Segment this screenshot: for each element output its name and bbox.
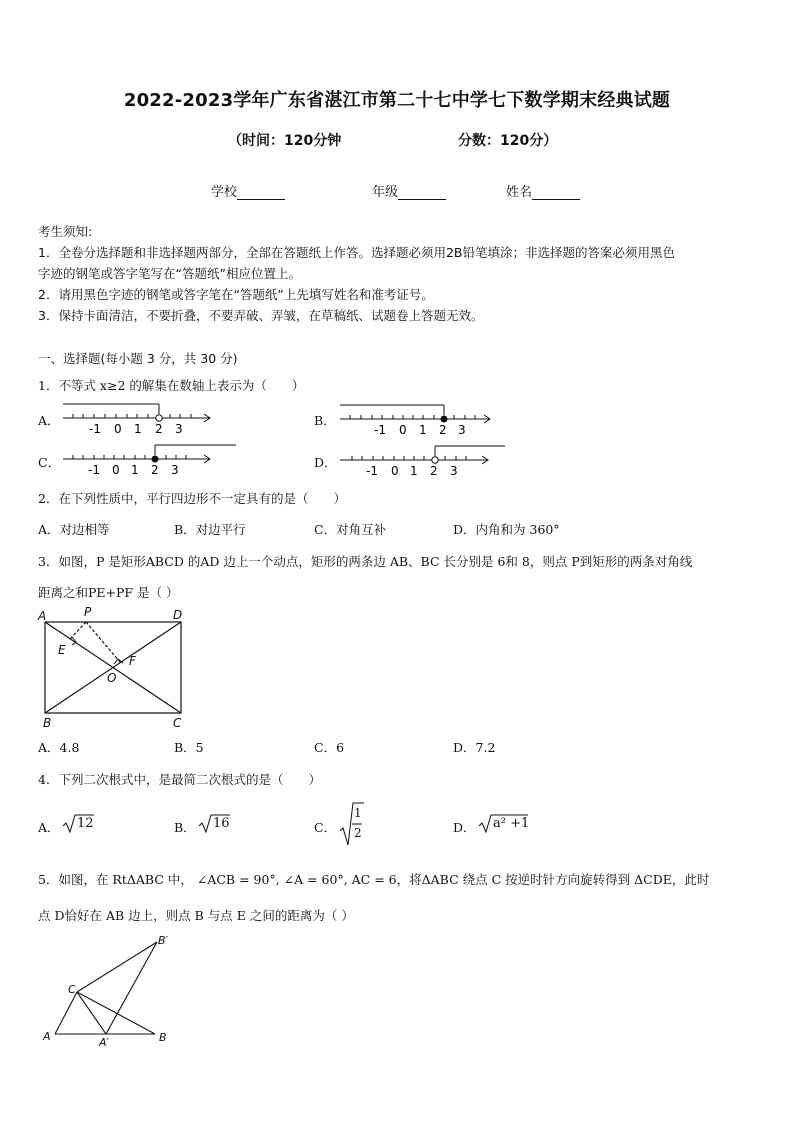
tick-label: 0 [391,464,399,478]
tick-label: 0 [114,422,122,436]
q5-label-c: C [68,983,76,996]
q4-label-a: A． [38,820,60,835]
q5-stem-line2: 点 D恰好在 AB 边上，则点 B 与点 E 之间的距离为（ ） [38,908,354,923]
name-field: 姓名 [506,181,580,200]
grade-field: 年级 [372,181,446,200]
tick-label: 0 [112,463,120,477]
q3-stem-line2: 距离之和PE+PF 是（ ） [38,585,179,600]
q4-radicand-b: 16 [213,816,230,831]
tick-label: -1 [366,464,378,478]
q5-label-aprime: A′ [99,1036,110,1049]
tick-label: 2 [151,463,159,477]
tick-label: 1 [419,423,427,437]
q1-label-a: A． [38,413,60,428]
tick-label: 1 [134,422,142,436]
q3-option-b: B．5 [174,740,204,755]
q3-label-b: B [43,716,52,730]
tick-label: 3 [450,464,458,478]
q1-label-c: C． [38,455,61,470]
q3-option-d: D．7.2 [453,740,496,755]
tick-label: 2 [430,464,438,478]
q5-label-b: B [159,1031,167,1044]
q3-stem-line1: 3．如图，P 是矩形ABCD 的AD 边上一个动点，矩形的两条边 AB、BC 长分别是 6和 8，则点 P到矩形的两条对角线 [38,554,693,569]
q3-label-a: A [38,609,47,623]
tick-label: 3 [458,423,466,437]
q5-stem-line1: 5．如图，在 RtΔABC 中， ∠ACB = 90°, ∠A = 60°, AC = 6，将ΔABC 绕点 C 按逆时针方向旋转得到 ΔCDE，此时 [38,872,710,887]
q2-option-c: C．对角互补 [314,522,387,537]
tick-label: 2 [155,422,163,436]
q4-radicand-a: 12 [77,816,94,831]
q2-option-a: A．对边相等 [38,522,110,537]
q4-radicand-d: a² +1 [493,816,530,831]
q3-label-d: D [173,608,183,622]
q2-option-d: D．内角和为 360° [453,522,560,537]
numberline-b [340,405,490,437]
q3-figure [45,622,181,713]
q4-label-c: C． [314,820,337,835]
tick-label: -1 [88,463,100,477]
page-title: 2022-2023学年广东省湛江市第二十七中学七下数学期末经典试题 [123,90,671,111]
q1-label-d: D． [314,455,337,470]
tick-label: -1 [374,423,386,437]
notice-line-1: 1．全卷分选择题和非选择题两部分，全部在答题纸上作答。选择题必须用2B铅笔填涂；非选择题的答案必须用黑色 [38,245,675,260]
q4-frac-num: 1 [354,806,362,820]
exam-time: （时间：120分钟 [228,133,342,149]
q3-option-c: C．6 [314,740,345,755]
tick-label: 1 [131,463,139,477]
tick-label: 2 [439,423,447,437]
q4-label-b: B． [174,820,196,835]
q1-stem: 1．不等式 x≥2 的解集在数轴上表示为（ ） [38,378,305,393]
tick-label: 3 [171,463,179,477]
notice-line-3: 2．请用黑色字迹的钢笔或答字笔在“答题纸”上先填写姓名和准考证号。 [38,287,434,302]
q5-label-a: A [43,1030,51,1043]
q3-label-e: E [58,643,66,657]
q4-label-d: D． [453,820,476,835]
q5-label-bprime: B′ [158,934,169,947]
q3-label-o: O [107,671,117,685]
q2-stem: 2．在下列性质中，平行四边形不一定具有的是（ ） [38,491,346,506]
tick-label: 3 [175,422,183,436]
notice-heading: 考生须知: [38,224,93,239]
q3-option-a: A．4.8 [38,740,80,755]
tick-label: 0 [399,423,407,437]
notice-line-4: 3．保持卡面清洁，不要折叠，不要弄破、弄皱，在草稿纸、试题卷上答题无效。 [38,308,484,323]
numberline-a [63,404,210,436]
exam-score: 分数：120分） [458,133,558,149]
tick-label: -1 [89,422,101,436]
q1-label-b: B． [314,413,336,428]
q3-label-c: C [173,716,182,730]
numberline-d [340,446,505,478]
section-title: 一、选择题(每小题 3 分，共 30 分) [38,351,238,366]
q3-label-f: F [129,654,136,668]
q3-label-p: P [84,605,92,619]
numberline-c [63,445,236,477]
q4-frac-den: 2 [354,826,362,840]
tick-label: 1 [410,464,418,478]
notice-line-2: 字迹的钢笔或答字笔写在“答题纸”相应位置上。 [38,266,301,281]
q2-option-b: B．对边平行 [174,522,246,537]
q4-stem: 4．下列二次根式中，是最简二次根式的是（ ） [38,772,321,787]
school-field: 学校 [211,181,285,200]
